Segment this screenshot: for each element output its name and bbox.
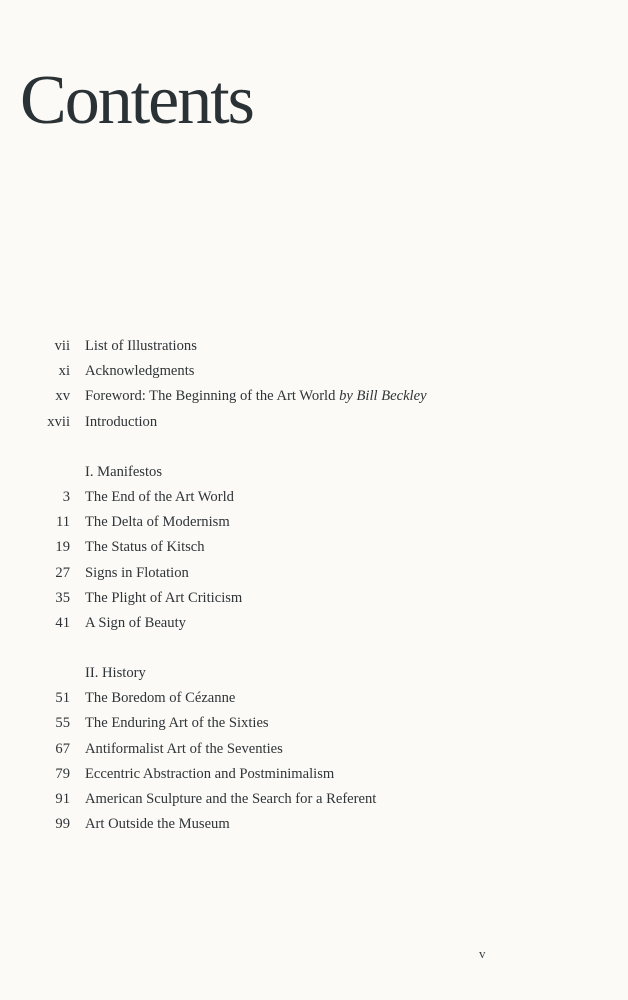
page-folio: v: [479, 946, 486, 961]
toc-entry-title: Acknowledgments: [85, 363, 195, 380]
section-heading-text: II. History: [85, 665, 146, 682]
section-gap: [0, 437, 628, 462]
toc-entry: [0, 814, 628, 839]
table-of-contents: [0, 336, 628, 839]
section-heading-text: I. Manifestos: [85, 463, 163, 480]
toc-entry-title: The End of the Art World: [85, 488, 234, 505]
toc-entry: [0, 336, 628, 361]
toc-page-number: xvii: [47, 413, 70, 430]
toc-entry: [0, 688, 628, 713]
toc-entry-title: A Sign of Beauty: [85, 614, 186, 631]
section-gap: [0, 638, 628, 663]
toc-entry-title: Eccentric Abstraction and Postminimalism: [85, 765, 335, 782]
toc-entry-title: The Delta of Modernism: [85, 514, 230, 531]
toc-page-number: 91: [55, 791, 70, 807]
toc-entry-title: The Status of Kitsch: [85, 539, 205, 556]
toc-page-number: 55: [55, 715, 70, 732]
toc-page-number: 41: [55, 614, 70, 631]
toc-page-number: 19: [55, 539, 70, 556]
toc-entry: [0, 537, 628, 562]
toc-page-number: 27: [55, 564, 70, 581]
toc-entry-title: List of Illustrations: [85, 338, 197, 354]
toc-page-number: xv: [55, 388, 70, 405]
toc-entry: [0, 487, 628, 512]
toc-page-number: 67: [55, 740, 70, 757]
toc-entry: [0, 588, 628, 613]
section-heading: [0, 462, 628, 487]
toc-entry: [0, 789, 628, 814]
section-heading: [0, 663, 628, 688]
toc-entry: [0, 613, 628, 638]
toc-entry: [0, 512, 628, 537]
toc-entry-title: American Sculpture and the Search for a Referent: [85, 791, 377, 807]
toc-entry: [0, 563, 628, 588]
toc-page-number: 99: [55, 816, 70, 833]
toc-page-number: xi: [58, 363, 70, 380]
page-title: Contents: [20, 62, 253, 139]
toc-entry: [0, 386, 628, 411]
toc-entry-title: Art Outside the Museum: [85, 816, 230, 833]
toc-entry-title: The Plight of Art Criticism: [85, 589, 243, 606]
toc-entry-title: The Boredom of Cézanne: [85, 690, 236, 707]
toc-entry-foreword: [85, 386, 427, 406]
toc-page-number: 51: [55, 690, 70, 707]
toc-page-number: 35: [55, 589, 70, 606]
toc-entry-title: Antiformalist Art of the Seventies: [85, 740, 283, 757]
toc-entry: [0, 713, 628, 738]
toc-page-number: 11: [55, 514, 70, 531]
toc-entry-title: Foreword: The Beginning of the Art World: [85, 388, 336, 405]
toc-entry: [0, 739, 628, 764]
toc-entry-title: Signs in Flotation: [85, 564, 189, 581]
toc-page-number: 3: [62, 488, 70, 505]
toc-page-number: 79: [55, 765, 70, 782]
toc-entry-title: Introduction: [85, 413, 158, 430]
toc-entry: [0, 361, 628, 386]
toc-entry-title: The Enduring Art of the Sixties: [85, 715, 269, 732]
toc-entry-byline: by Bill Beckley: [339, 388, 427, 405]
toc-entry: [0, 764, 628, 789]
toc-entry: [0, 412, 628, 437]
toc-page-number: vii: [54, 338, 70, 354]
